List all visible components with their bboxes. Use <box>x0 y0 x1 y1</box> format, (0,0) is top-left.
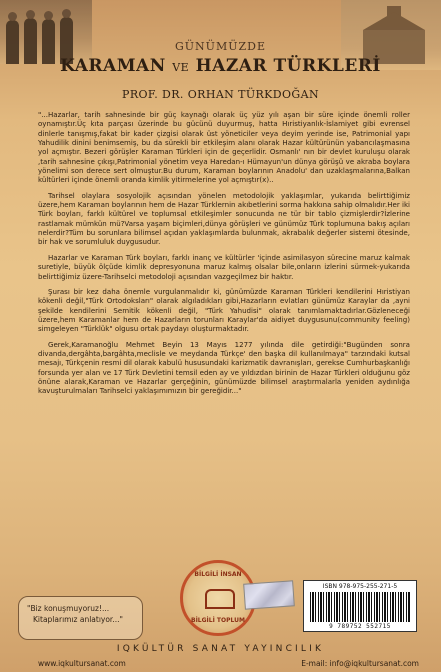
book-title <box>0 56 441 76</box>
stamp-bottom-text: BİLGİLİ TOPLUM <box>191 617 245 624</box>
publisher-website: www.iqkultursanat.com <box>38 659 126 668</box>
bubble-line: "Biz konuşmuyoruz!... <box>27 604 110 613</box>
men-photo <box>0 0 92 64</box>
blurb-paragraph: Şurası bir kez daha önemle vurgulanmalıdır ki, günümüzde Karaman Türkleri kendilerini Hıristiyan kökenli değil,"Türk Ortodoksları" olarak algıladıkları gibi,Hazarların evlatları günümüz Karaylar da ,ayni şekilde kendilerini Semitik kökenli değil, "Türk Yahudisi" olarak tanımlamaktadırlar.Gözleneceği üzere,hem Karamanlar hem de Hazarların torunları Karaylar'da aidiyet duygusunu(community feeling) simgeleyen "Türklük" olgusu ortak paydayı oluşturmaktadır. <box>38 286 410 334</box>
title-part-1: KARAMAN <box>60 56 166 76</box>
barcode-bars <box>310 592 410 622</box>
bubble-line: Kitaplarımız anlatıyor..." <box>33 615 123 624</box>
barcode-digits: 9 789752 552715 <box>329 623 391 630</box>
blurb-paragraph: Tarihsel olaylara sosyolojik açısından yönelen metodolojik yaklaşımlar, yukarıda belirttiğimiz üzere,hem Karaman boylarının hem de Hazar Türklernin akıbetlerini sorma hakkına sahip olmalıdır.Her iki Türk boyları, farklı kültürel ve toplumsal etkileşimler sonucunda ne tür bir tablo çizmişlerdir?İzlerine rastlamak mümkün mü?Varsa yaşam biçimleri,dünya görüşleri ve günümüz Türk toplumuna bakış açıları nelerdir?Tüm bu sorunlara bilimsel açıdan yaklaşımlarda bulunmak, akrabalık değerler sistemi ötesinde, bir hak ve sorumluluk duygusudur. <box>38 190 410 247</box>
blurb-paragraph: "...Hazarlar, tarih sahnesinde bir güç kaynağı olarak üç yüz yılı aşan bir süre içinde önemli roller oynamıştır.Üç kıta parçası üzerinde bu gücünü duyurmuş, hatta Hıristiyanlık-İslamiyet gibi evrensel dinlerle tanışmış,fakat bir kader çizgisi olarak üst yöneticiler veya deyim yerinde ise, Patrimonial yapı Yahudilik dinini benimsemiş, bu da sürekli bir etkileşim alanı olarak Hazar kültürünün yabancılaşmasına yol açmıştır. Bezeri görüşler Karaman Türkleri için de geçerlidir. Osmanlı' nın bir devlet kuruluşu olarak ,tarih sahnesine çıkışı,Patrimonial yönetim veya Haredan-ı Hümayun'un dünya görüşü ve akraba boylara yönelimi son derece sert olmuştur.Bu durum, Karaman boylarının Anadolu' dan uzaklaşmalarına,Balkan kültürleri içinde önemli oranda kimlik yitirmelerine yol açmıştır(x).. <box>38 110 410 185</box>
church-roof <box>363 12 425 30</box>
barcode <box>303 580 417 632</box>
speech-bubble <box>18 596 143 640</box>
isbn-number: ISBN 978-975-255-271-5 <box>322 583 398 590</box>
title-part-2: HAZAR TÜRKLERİ <box>195 56 381 76</box>
blurb-paragraph: Hazarlar ve Karaman Türk boyları, farklı inanç ve kültürler 'içinde asimilasyon sürecine maruz kalmak suretiyle, büyük ölçüde kimlik depresyonuna maruz kalmış olsalar bile,onların izlerini sürmek-yukarıda belirttiğimiz üzere-Tarihselci metodoloji açısından vazgeçilmez bir haktır. <box>38 252 410 281</box>
author-name: PROF. DR. ORHAN TÜRKDOĞAN <box>122 88 319 101</box>
publisher-name: IQKÜLTÜR SANAT YAYINCILIK <box>116 644 325 654</box>
blurb-text <box>38 110 410 402</box>
cover-subtitle: GÜNÜMÜZDE <box>175 40 266 53</box>
publisher-email: E-mail: info@iqkultursanat.com <box>301 659 419 668</box>
book-icon <box>205 589 235 609</box>
title-conjunction: VE <box>172 61 190 74</box>
hologram-sticker <box>243 580 295 609</box>
blurb-paragraph: Gerek,Karamanoğlu Mehmet Beyin 13 Mayıs 1277 yılında dile getirdiği:"Bugünden sonra divanda,dergâhta,bargâhta,meclisle ve meydanda Türkçe' den başka dil kullanılmaya" tarzındaki kutsal mesajı, Türkçenin resmi dil olarak kabulü hususundaki karizmatik davranışları, gerekse Cumhurbaşkanlığı forsunda yer alan ve 17 Türk Devletini temsil eden ay ve yıldızdan birinin de Hazar Türkleri olduğunu göz önüne alarak,Karaman ve Hazarlar gerçeğinin, günümüzde bilimsel araştırmalarla yeniden aydınlığa kavuşturulmaları Tarihselci yaklaşımımızın bir gereğidir..." <box>38 339 410 396</box>
stamp-top-text: BİLGİLİ İNSAN <box>194 571 242 578</box>
